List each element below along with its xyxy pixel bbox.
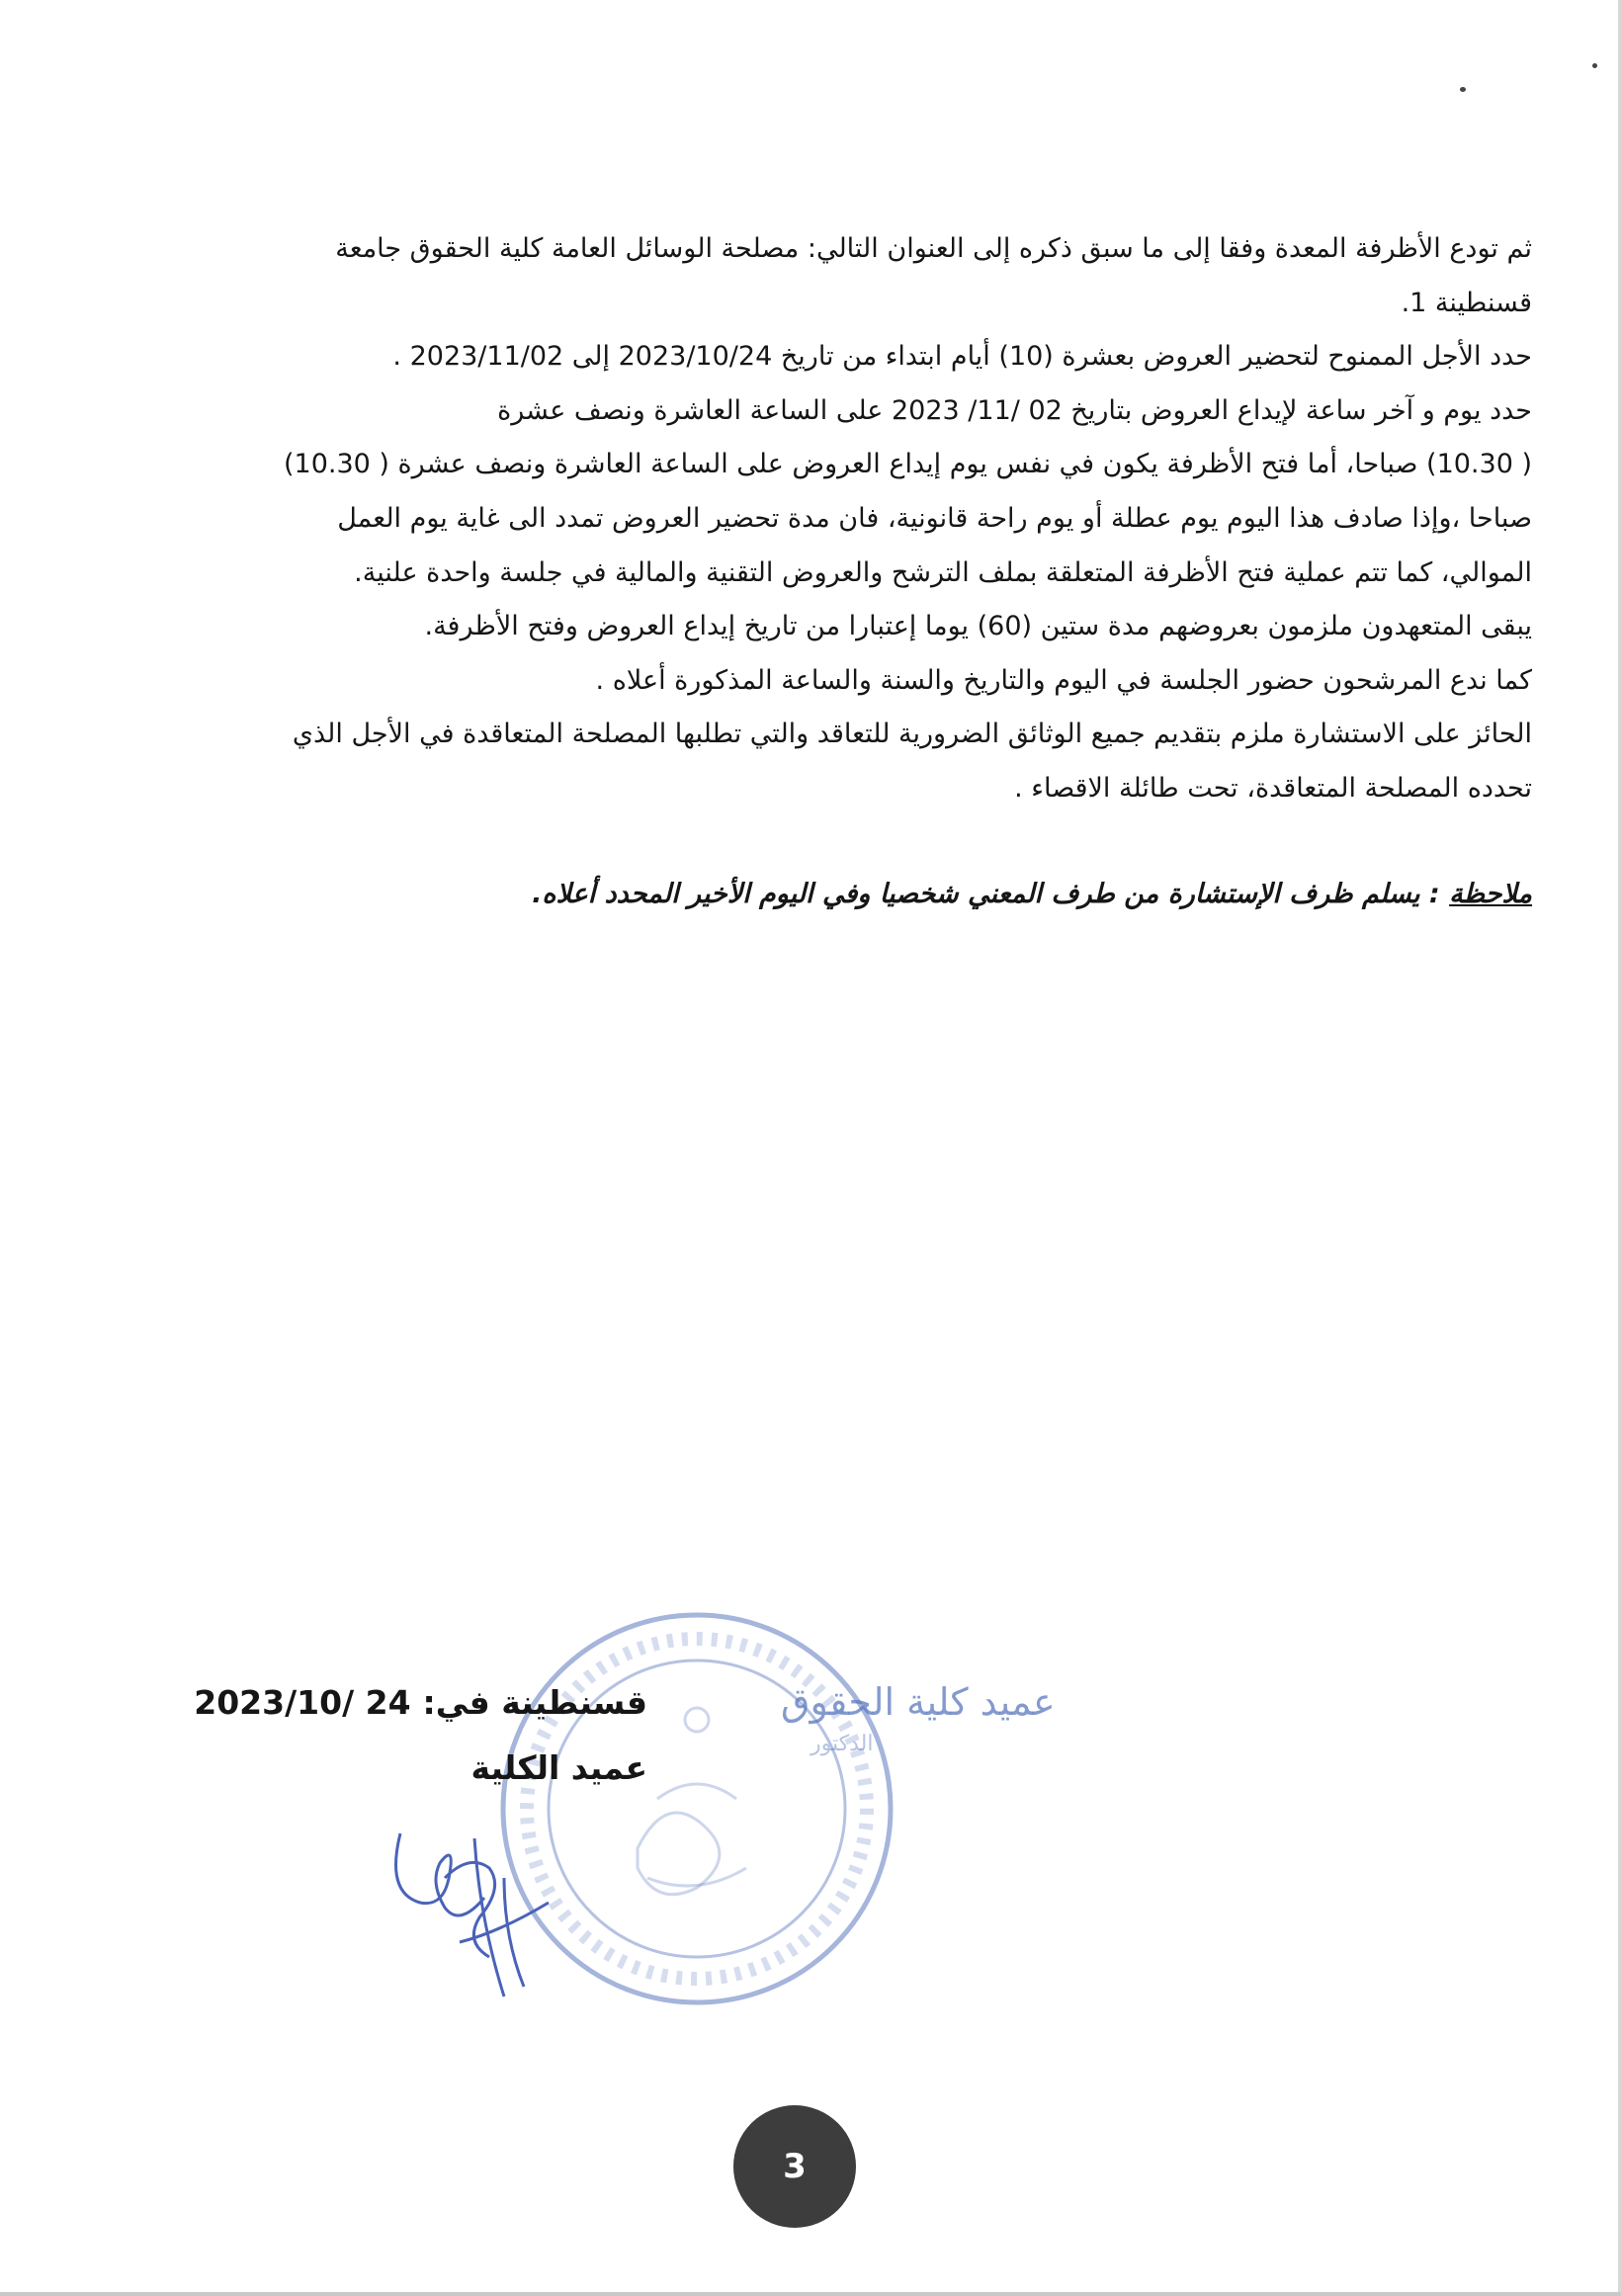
document-body xyxy=(148,222,1532,921)
paragraph-line: تحدده المصلحة المتعاقدة، تحت طائلة الاقصاء . xyxy=(1014,772,1532,804)
note-text: : يسلم ظرف الإستشارة من طرف المعني شخصيا وفي اليوم الأخير المحدد أعلاه. xyxy=(532,878,1450,909)
paragraph-line: الحائز على الاستشارة ملزم بتقديم جميع الوثائق الضرورية للتعاقد والتي تطلبها المصلحة المتعاقدة في الأجل الذي xyxy=(292,719,1532,750)
signatory-title: عميد الكلية xyxy=(470,1748,647,1787)
handwritten-signature xyxy=(376,1779,603,2006)
note xyxy=(148,868,1532,922)
paragraph-line: ثم تودع الأظرفة المعدة وفقا إلى ما سبق ذكره إلى العنوان التالي: مصلحة الوسائل العامة كلية الحقوق جامعة xyxy=(335,233,1532,264)
scan-speck xyxy=(1592,63,1597,68)
paragraph-line: حدد الأجل الممنوح لتحضير العروض بعشرة (10) أيام ابتداء من تاريخ 2023/10/24 إلى 2023/11/02 . xyxy=(392,341,1532,373)
paragraph-line: صباحا ،وإذا صادف هذا اليوم يوم عطلة أو يوم راحة قانونية، فان مدة تحضير العروض تمدد الى غاية يوم العمل xyxy=(337,502,1532,534)
note-label: ملاحظة xyxy=(1449,878,1532,909)
paragraph-line: الموالي، كما تتم عملية فتح الأظرفة المتعلقة بملف الترشح والعروض التقنية والمالية في جلسة واحدة علنية. xyxy=(354,556,1532,588)
place-label: قسنطينة في: xyxy=(422,1683,647,1722)
page-number-badge: 3 xyxy=(733,2105,856,2228)
spacer xyxy=(148,816,1532,868)
paragraph-line: كما ندع المرشحون حضور الجلسة في اليوم والتاريخ والسنة والساعة المذكورة أعلاه . xyxy=(595,664,1532,696)
signature-date: 2023/10/ 24 xyxy=(194,1683,411,1722)
scan-speck xyxy=(1460,87,1466,92)
stamp-heading: عميد كلية الحقوق xyxy=(781,1680,1056,1724)
stamp-subline: الدكتور xyxy=(810,1732,874,1756)
paragraph-line: يبقى المتعهدون ملزمون بعروضهم مدة ستين (60) يوما إعتبارا من تاريخ إيداع العروض وفتح الأظرفة. xyxy=(424,611,1532,642)
paragraph-line: قسنطينة 1. xyxy=(1401,287,1532,318)
scan-bottom-edge xyxy=(0,2292,1621,2296)
paragraph-line: حدد يوم و آخر ساعة لإيداع العروض بتاريخ 02 /11/ 2023 على الساعة العاشرة ونصف عشرة xyxy=(497,394,1532,426)
paragraph-line: ( 10.30) صباحا، أما فتح الأظرفة يكون في نفس يوم إيداع العروض على الساعة العاشرة ونصف عشرة ( 10.30) xyxy=(283,449,1532,480)
place-and-date xyxy=(194,1670,647,1736)
